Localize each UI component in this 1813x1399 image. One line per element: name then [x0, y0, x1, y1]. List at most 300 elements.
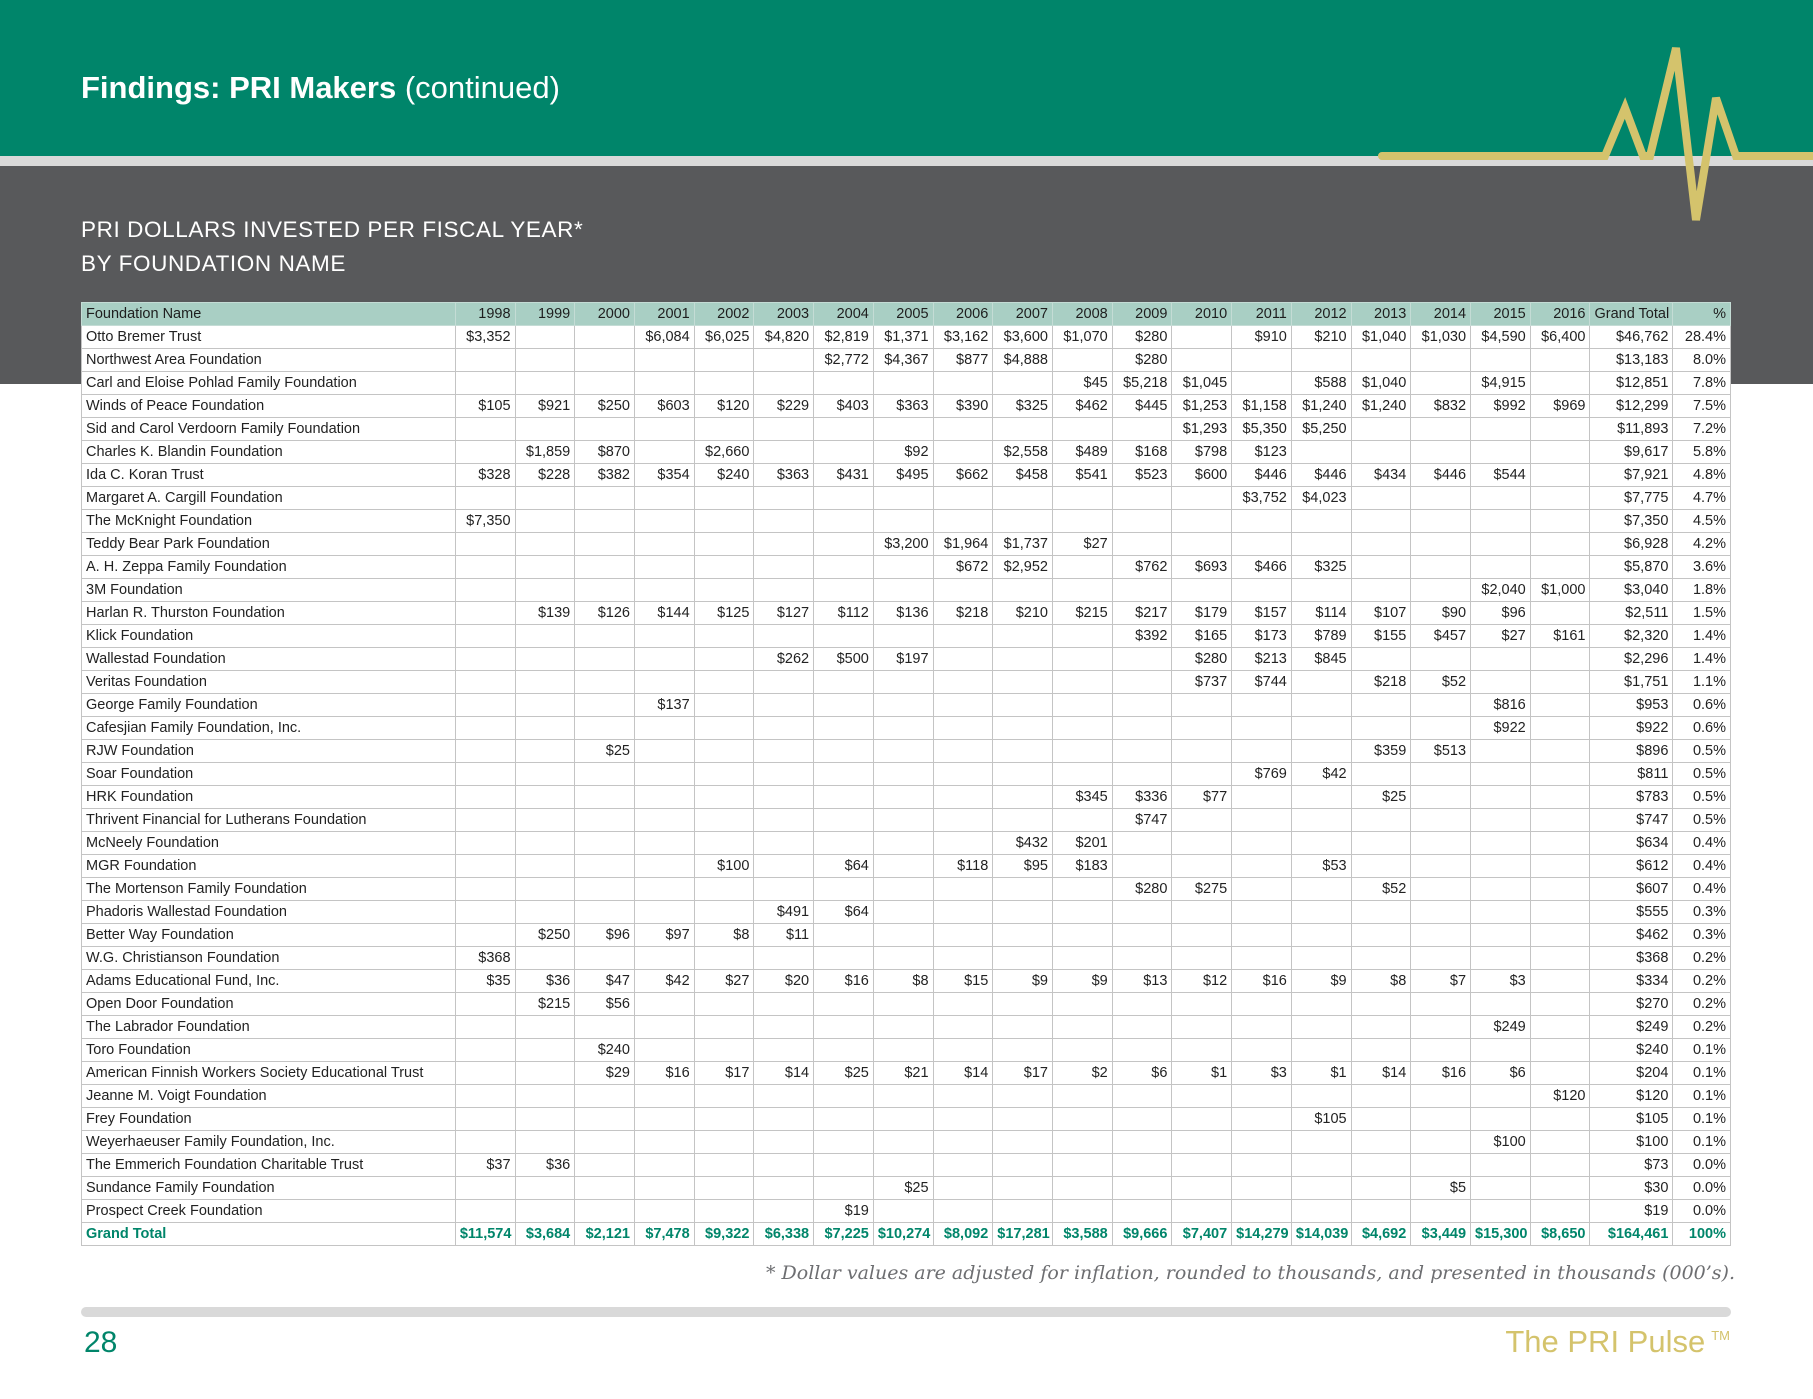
value-cell: $992 — [1471, 395, 1531, 418]
value-cell — [754, 763, 814, 786]
value-cell — [1471, 1039, 1531, 1062]
value-cell: $922 — [1590, 717, 1673, 740]
value-cell: $15 — [933, 970, 993, 993]
value-cell — [1172, 993, 1232, 1016]
value-cell — [515, 878, 575, 901]
value-cell — [1112, 487, 1172, 510]
value-cell — [634, 1039, 694, 1062]
value-cell — [634, 740, 694, 763]
value-cell — [455, 1062, 515, 1085]
value-cell — [1351, 579, 1411, 602]
value-cell — [1172, 717, 1232, 740]
value-cell — [455, 1177, 515, 1200]
grand-total-cell: $7,478 — [634, 1223, 694, 1246]
value-cell: $368 — [455, 947, 515, 970]
column-header: 2001 — [634, 303, 694, 326]
value-cell: $35 — [455, 970, 515, 993]
table-row — [82, 372, 1731, 395]
value-cell: $161 — [1530, 625, 1590, 648]
value-cell: $607 — [1590, 878, 1673, 901]
value-cell — [1053, 648, 1113, 671]
value-cell: $555 — [1590, 901, 1673, 924]
value-cell — [575, 947, 635, 970]
value-cell — [455, 1131, 515, 1154]
value-cell: $250 — [515, 924, 575, 947]
value-cell: $446 — [1291, 464, 1351, 487]
value-cell — [933, 786, 993, 809]
column-header: 2010 — [1172, 303, 1232, 326]
value-cell — [1232, 878, 1292, 901]
value-cell: $215 — [1053, 602, 1113, 625]
value-cell — [515, 1177, 575, 1200]
foundation-name-cell: Harlan R. Thurston Foundation — [82, 602, 456, 625]
value-cell: 0.5% — [1673, 809, 1731, 832]
value-cell — [1530, 602, 1590, 625]
value-cell — [1291, 1200, 1351, 1223]
foundation-name-cell: Winds of Peace Foundation — [82, 395, 456, 418]
value-cell: $123 — [1232, 441, 1292, 464]
value-cell: $744 — [1232, 671, 1292, 694]
value-cell — [1471, 878, 1531, 901]
table-row — [82, 625, 1731, 648]
grand-total-cell: $17,281 — [993, 1223, 1053, 1246]
foundation-name-cell: Open Door Foundation — [82, 993, 456, 1016]
value-cell: 28.4% — [1673, 326, 1731, 349]
value-cell: $9,617 — [1590, 441, 1673, 464]
value-cell — [1112, 1154, 1172, 1177]
value-cell — [694, 372, 754, 395]
value-cell — [1172, 947, 1232, 970]
value-cell — [694, 556, 754, 579]
value-cell — [1411, 533, 1471, 556]
table-row — [82, 395, 1731, 418]
value-cell — [1530, 1200, 1590, 1223]
column-header: 1998 — [455, 303, 515, 326]
value-cell — [1053, 809, 1113, 832]
value-cell: $213 — [1232, 648, 1292, 671]
value-cell: $2,320 — [1590, 625, 1673, 648]
table-row — [82, 1177, 1731, 1200]
value-cell: $13 — [1112, 970, 1172, 993]
table-row — [82, 487, 1731, 510]
value-cell — [1232, 1200, 1292, 1223]
value-cell — [1291, 671, 1351, 694]
value-cell: $52 — [1411, 671, 1471, 694]
value-cell — [1053, 947, 1113, 970]
value-cell: $270 — [1590, 993, 1673, 1016]
value-cell — [694, 878, 754, 901]
value-cell — [1351, 1177, 1411, 1200]
value-cell — [873, 809, 933, 832]
value-cell — [694, 349, 754, 372]
value-cell — [694, 809, 754, 832]
value-cell — [933, 832, 993, 855]
value-cell — [1291, 1177, 1351, 1200]
value-cell: $45 — [1053, 372, 1113, 395]
value-cell: $672 — [933, 556, 993, 579]
value-cell: $612 — [1590, 855, 1673, 878]
value-cell — [1351, 556, 1411, 579]
value-cell: $29 — [575, 1062, 635, 1085]
value-cell — [1172, 1039, 1232, 1062]
value-cell: $14 — [754, 1062, 814, 1085]
value-cell: $240 — [1590, 1039, 1673, 1062]
value-cell — [1172, 579, 1232, 602]
value-cell: $2,511 — [1590, 602, 1673, 625]
value-cell — [1053, 1016, 1113, 1039]
value-cell — [1530, 924, 1590, 947]
value-cell — [1351, 648, 1411, 671]
value-cell — [814, 487, 874, 510]
value-cell: $1,737 — [993, 533, 1053, 556]
column-header: % — [1673, 303, 1731, 326]
value-cell — [1053, 349, 1113, 372]
value-cell — [1411, 947, 1471, 970]
value-cell — [1471, 533, 1531, 556]
value-cell — [814, 763, 874, 786]
value-cell — [1291, 878, 1351, 901]
value-cell — [1053, 671, 1113, 694]
value-cell — [993, 1039, 1053, 1062]
value-cell — [455, 855, 515, 878]
foundation-name-cell: Adams Educational Fund, Inc. — [82, 970, 456, 993]
value-cell: $21 — [873, 1062, 933, 1085]
value-cell: 0.4% — [1673, 855, 1731, 878]
value-cell: $112 — [814, 602, 874, 625]
value-cell: $25 — [814, 1062, 874, 1085]
value-cell — [933, 1016, 993, 1039]
value-cell: $7,350 — [455, 510, 515, 533]
value-cell — [515, 901, 575, 924]
value-cell — [634, 487, 694, 510]
value-cell — [634, 349, 694, 372]
value-cell: $523 — [1112, 464, 1172, 487]
value-cell: $1 — [1291, 1062, 1351, 1085]
value-cell — [1291, 993, 1351, 1016]
value-cell — [873, 625, 933, 648]
value-cell — [1291, 740, 1351, 763]
value-cell: $462 — [1590, 924, 1673, 947]
value-cell — [1172, 349, 1232, 372]
value-cell — [515, 1131, 575, 1154]
table-row — [82, 418, 1731, 441]
value-cell — [1351, 901, 1411, 924]
table-row — [82, 763, 1731, 786]
value-cell — [575, 418, 635, 441]
value-cell — [1411, 1131, 1471, 1154]
value-cell — [933, 625, 993, 648]
value-cell: $1,030 — [1411, 326, 1471, 349]
value-cell — [873, 579, 933, 602]
value-cell: $210 — [1291, 326, 1351, 349]
value-cell — [993, 1131, 1053, 1154]
column-header: 2006 — [933, 303, 993, 326]
column-header: 2004 — [814, 303, 874, 326]
value-cell — [1351, 993, 1411, 1016]
value-cell — [1291, 349, 1351, 372]
value-cell: $588 — [1291, 372, 1351, 395]
foundation-name-cell: Teddy Bear Park Foundation — [82, 533, 456, 556]
value-cell: $280 — [1112, 326, 1172, 349]
value-cell: $693 — [1172, 556, 1232, 579]
value-cell — [575, 809, 635, 832]
value-cell — [814, 510, 874, 533]
value-cell: $600 — [1172, 464, 1232, 487]
value-cell — [694, 1085, 754, 1108]
value-cell — [993, 372, 1053, 395]
value-cell — [634, 901, 694, 924]
value-cell — [1530, 740, 1590, 763]
value-cell — [1291, 510, 1351, 533]
value-cell — [1411, 832, 1471, 855]
table-row — [82, 855, 1731, 878]
value-cell — [515, 740, 575, 763]
value-cell — [1172, 1016, 1232, 1039]
value-cell — [1471, 993, 1531, 1016]
value-cell: $4,820 — [754, 326, 814, 349]
value-cell — [455, 487, 515, 510]
value-cell: $8 — [1351, 970, 1411, 993]
value-cell: $218 — [1351, 671, 1411, 694]
value-cell — [933, 947, 993, 970]
value-cell — [515, 487, 575, 510]
foundation-name-cell: American Finnish Workers Society Educational Trust — [82, 1062, 456, 1085]
value-cell — [933, 1200, 993, 1223]
value-cell — [455, 418, 515, 441]
table-row — [82, 924, 1731, 947]
value-cell — [1291, 1016, 1351, 1039]
value-cell — [515, 510, 575, 533]
value-cell — [1471, 1108, 1531, 1131]
value-cell — [873, 947, 933, 970]
value-cell — [694, 533, 754, 556]
table-row — [82, 1154, 1731, 1177]
value-cell — [1351, 510, 1411, 533]
value-cell — [455, 671, 515, 694]
value-cell — [1172, 694, 1232, 717]
value-cell — [455, 441, 515, 464]
value-cell — [634, 1200, 694, 1223]
value-cell — [575, 786, 635, 809]
value-cell — [575, 1085, 635, 1108]
value-cell: $4,888 — [993, 349, 1053, 372]
value-cell — [1291, 786, 1351, 809]
value-cell — [873, 763, 933, 786]
value-cell: $2,819 — [814, 326, 874, 349]
value-cell: $16 — [1411, 1062, 1471, 1085]
value-cell — [1291, 1085, 1351, 1108]
value-cell: $240 — [575, 1039, 635, 1062]
value-cell — [575, 1131, 635, 1154]
foundation-name-cell: Better Way Foundation — [82, 924, 456, 947]
value-cell — [1232, 947, 1292, 970]
value-cell — [754, 510, 814, 533]
value-cell — [873, 418, 933, 441]
value-cell — [1112, 947, 1172, 970]
value-cell — [1471, 1154, 1531, 1177]
value-cell: 0.1% — [1673, 1085, 1731, 1108]
value-cell: $16 — [634, 1062, 694, 1085]
value-cell: $4,590 — [1471, 326, 1531, 349]
value-cell — [1172, 901, 1232, 924]
value-cell — [1351, 763, 1411, 786]
value-cell — [634, 648, 694, 671]
value-cell — [455, 993, 515, 1016]
column-header: Grand Total — [1590, 303, 1673, 326]
value-cell — [993, 1200, 1053, 1223]
value-cell — [1411, 993, 1471, 1016]
value-cell — [754, 993, 814, 1016]
value-cell: 3.6% — [1673, 556, 1731, 579]
page-title-rest: (continued) — [404, 70, 560, 105]
value-cell — [1351, 809, 1411, 832]
value-cell — [873, 1200, 933, 1223]
value-cell — [575, 1200, 635, 1223]
grand-total-cell: $3,449 — [1411, 1223, 1471, 1246]
value-cell: $27 — [1053, 533, 1113, 556]
value-cell — [993, 671, 1053, 694]
table-header-row — [82, 303, 1731, 326]
value-cell: $12,851 — [1590, 372, 1673, 395]
value-cell — [1471, 855, 1531, 878]
foundation-name-cell: HRK Foundation — [82, 786, 456, 809]
value-cell — [993, 763, 1053, 786]
value-cell — [1471, 1085, 1531, 1108]
value-cell — [754, 786, 814, 809]
value-cell: $9 — [993, 970, 1053, 993]
table-row — [82, 1016, 1731, 1039]
value-cell: $434 — [1351, 464, 1411, 487]
value-cell — [993, 510, 1053, 533]
value-cell — [754, 1016, 814, 1039]
value-cell: $783 — [1590, 786, 1673, 809]
value-cell: $12 — [1172, 970, 1232, 993]
value-cell — [515, 855, 575, 878]
value-cell — [1471, 763, 1531, 786]
value-cell — [575, 671, 635, 694]
value-cell: $2,772 — [814, 349, 874, 372]
value-cell: $105 — [455, 395, 515, 418]
value-cell — [814, 740, 874, 763]
value-cell — [993, 648, 1053, 671]
value-cell: $1,240 — [1351, 395, 1411, 418]
value-cell — [1172, 1200, 1232, 1223]
value-cell — [455, 694, 515, 717]
value-cell: $6 — [1471, 1062, 1531, 1085]
page-number: 28 — [84, 1326, 118, 1359]
foundation-name-cell: The Mortenson Family Foundation — [82, 878, 456, 901]
value-cell — [634, 786, 694, 809]
value-cell: $458 — [993, 464, 1053, 487]
trademark-mark: TM — [1711, 1328, 1730, 1343]
value-cell: $1,371 — [873, 326, 933, 349]
value-cell — [814, 1085, 874, 1108]
value-cell: 8.0% — [1673, 349, 1731, 372]
value-cell — [1530, 1062, 1590, 1085]
value-cell — [993, 418, 1053, 441]
value-cell — [1053, 1131, 1113, 1154]
value-cell — [1351, 1108, 1411, 1131]
value-cell: $762 — [1112, 556, 1172, 579]
value-cell: $249 — [1590, 1016, 1673, 1039]
value-cell: $36 — [515, 1154, 575, 1177]
value-cell: $127 — [754, 602, 814, 625]
value-cell — [575, 717, 635, 740]
value-cell — [1172, 1177, 1232, 1200]
value-cell: $368 — [1590, 947, 1673, 970]
value-cell — [1411, 579, 1471, 602]
value-cell: $769 — [1232, 763, 1292, 786]
value-cell — [515, 1200, 575, 1223]
value-cell: $382 — [575, 464, 635, 487]
value-cell — [993, 694, 1053, 717]
value-cell — [634, 832, 694, 855]
value-cell — [1411, 763, 1471, 786]
value-cell: $446 — [1232, 464, 1292, 487]
grand-total-row — [82, 1223, 1731, 1246]
value-cell: $544 — [1471, 464, 1531, 487]
value-cell — [694, 993, 754, 1016]
value-cell — [1172, 924, 1232, 947]
foundation-name-cell: RJW Foundation — [82, 740, 456, 763]
value-cell: $2,040 — [1471, 579, 1531, 602]
value-cell — [754, 809, 814, 832]
value-cell — [933, 1108, 993, 1131]
value-cell: $921 — [515, 395, 575, 418]
value-cell: $603 — [634, 395, 694, 418]
value-cell: $210 — [993, 602, 1053, 625]
column-header: 2000 — [575, 303, 635, 326]
value-cell — [754, 740, 814, 763]
value-cell: $816 — [1471, 694, 1531, 717]
value-cell: $168 — [1112, 441, 1172, 464]
value-cell — [873, 556, 933, 579]
value-cell — [1530, 1108, 1590, 1131]
value-cell — [1232, 1131, 1292, 1154]
value-cell — [1172, 533, 1232, 556]
value-cell — [634, 1108, 694, 1131]
value-cell — [814, 671, 874, 694]
value-cell — [754, 487, 814, 510]
value-cell — [1232, 579, 1292, 602]
value-cell: 0.2% — [1673, 970, 1731, 993]
table-row — [82, 441, 1731, 464]
value-cell — [1112, 510, 1172, 533]
value-cell — [1112, 855, 1172, 878]
value-cell — [634, 763, 694, 786]
value-cell — [754, 1131, 814, 1154]
value-cell — [515, 372, 575, 395]
value-cell: $250 — [575, 395, 635, 418]
value-cell — [1291, 717, 1351, 740]
value-cell — [993, 487, 1053, 510]
foundation-name-cell: Sid and Carol Verdoorn Family Foundation — [82, 418, 456, 441]
foundation-name-cell: MGR Foundation — [82, 855, 456, 878]
value-cell: $125 — [694, 602, 754, 625]
value-cell — [455, 740, 515, 763]
value-cell — [1471, 510, 1531, 533]
value-cell — [1053, 1039, 1113, 1062]
value-cell: $513 — [1411, 740, 1471, 763]
table-row — [82, 1039, 1731, 1062]
value-cell: 0.0% — [1673, 1177, 1731, 1200]
foundation-name-cell: Frey Foundation — [82, 1108, 456, 1131]
value-cell — [1053, 1200, 1113, 1223]
value-cell — [575, 326, 635, 349]
value-cell: $197 — [873, 648, 933, 671]
value-cell — [1053, 1108, 1113, 1131]
brand-label: The PRI Pulse — [1505, 1324, 1706, 1359]
